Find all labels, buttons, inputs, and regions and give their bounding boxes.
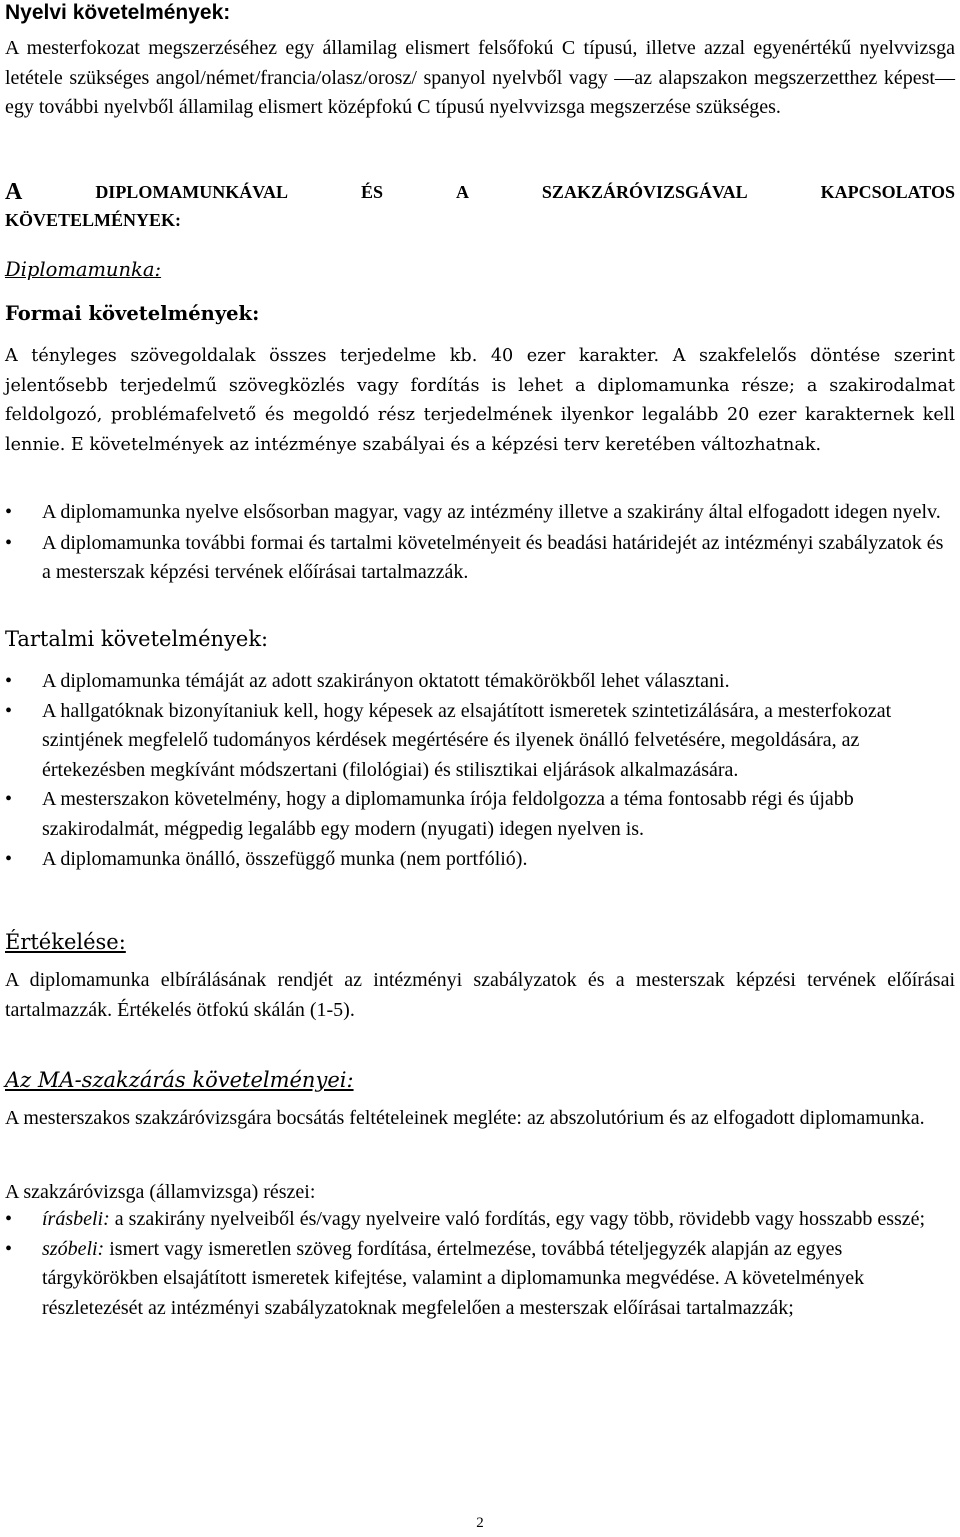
list-item: • A diplomamunka további formai és tartalmi követelményeit és beadási határidejét az intézményi szabályzatok és a mesterszak képzési tervének előírásai tartalmazzák. (5, 529, 955, 588)
thesis-exam-heading-line2: KÖVETELMÉNYEK: (5, 209, 182, 230)
written-exam-text: a szakirány nyelveiből és/vagy nyelveire való fordítás, egy vagy több, rövidebb vagy hosszabb esszé; (109, 1208, 926, 1230)
content-requirements-heading: Tartalmi követelmények: (5, 627, 269, 651)
list-item: • A diplomamunka nyelve elsősorban magyar, vagy az intézmény illetve a szakirány által elfogadott idegen nyelv. (5, 498, 955, 528)
heading-word: ÉS (360, 182, 383, 202)
language-requirements-paragraph: A mesterfokozat megszerzéséhez egy államilag elismert felsőfokú C típusú, illetve azzal egyenértékű nyelvvizsga letétele szükséges angol/német/francia/olasz/orosz/ spanyol nyelvből vagy —az alapszakon megszerzetthez képest— egy további nyelvből államilag elismert középfokú C típusú nyelvvizsga megszerzése szükséges. (5, 37, 955, 119)
page-number: 2 (476, 1515, 484, 1531)
final-exam-heading: Az MA-szakzárás követelményei: (5, 1068, 354, 1092)
list-item (5, 1235, 955, 1324)
written-exam-label: írásbeli: (42, 1208, 110, 1230)
list-item: • A hallgatóknak bizonyítaniuk kell, hogy képesek az elsajátított ismeretek szintetizálására, a mesterfokozat szintjének megfelelő tudományos kérdések megértésére és ilyenek önálló felvetésére, megoldására, az értekezésben megkívánt módszertani (filológiai) és stilisztikai eljárások alkalmazására. (5, 697, 955, 786)
language-requirements-heading: Nyelvi követelmények: (5, 1, 231, 24)
list-item: • A mesterszakon követelmény, hogy a diplomamunka írója feldolgozza a téma fontosabb régi és újabb szakirodalmát, mégpedig legalább egy modern (nyugati) idegen nyelven is. (5, 785, 955, 844)
thesis-exam-heading (5, 178, 955, 232)
final-exam-paragraph: A mesterszakos szakzáróvizsgára bocsátás feltételeinek megléte: az abszolutórium és az elfogadott diplomamunka. (5, 1107, 925, 1129)
thesis-subheading: Diplomamunka: (5, 258, 162, 281)
formal-requirements-list (5, 498, 955, 588)
formal-requirements-heading: Formai követelmények: (5, 302, 260, 325)
heading-word: A (5, 179, 23, 205)
heading-word: SZAKZÁRÓVIZSGÁVAL (541, 182, 748, 202)
list-item: • A diplomamunka témáját az adott szakirányon oktatott témakörökből lehet választani. (5, 667, 955, 697)
content-requirements-list (5, 667, 955, 874)
heading-word: A (455, 182, 469, 202)
evaluation-heading: Értékelése: (5, 930, 126, 954)
heading-word: KAPCSOLATOS (820, 182, 955, 202)
oral-exam-text: ismert vagy ismeretlen szöveg fordítása, értelmezése, továbbá tételjegyzék alapján az egyes tárgykörökben elsajátított ismeretek kifejtése, valamint a diplomamunka megvédése. A követelmények részletezését az intézményi szabályzatoknak megfelelően a mesterszak előírásai tartalmazzák; (42, 1237, 865, 1319)
thesis-exam-heading-line1 (5, 178, 955, 208)
final-exam-parts-list (5, 1205, 955, 1323)
evaluation-paragraph: A diplomamunka elbírálásának rendjét az intézményi szabályzatok és a mesterszak képzési tervének előírásai tartalmazzák. Értékelés ötfokú skálán (1-5). (5, 969, 955, 1021)
oral-exam-label: szóbeli: (42, 1237, 105, 1260)
list-item: • A diplomamunka önálló, összefüggő munka (nem portfólió). (5, 845, 955, 875)
heading-word: DIPLOMAMUNKÁVAL (95, 182, 288, 202)
formal-requirements-paragraph: A tényleges szövegoldalak összes terjedelme kb. 40 ezer karakter. A szakfelelős döntése szerint jelentősebb terjedelmű szövegközlés vagy fordítás is lehet a diplomamunka része; a szakirodalmat feldolgozó, problémafelvető és megoldó rész terjedelmének ilyenkor legalább 20 ezer karakternek kell lennie. E követelmények az intézménye szabályai és a képzési terv keretében változhatnak. (5, 346, 955, 455)
list-item (5, 1205, 955, 1235)
final-exam-parts-intro: A szakzáróvizsga (államvizsga) részei: (5, 1181, 316, 1203)
